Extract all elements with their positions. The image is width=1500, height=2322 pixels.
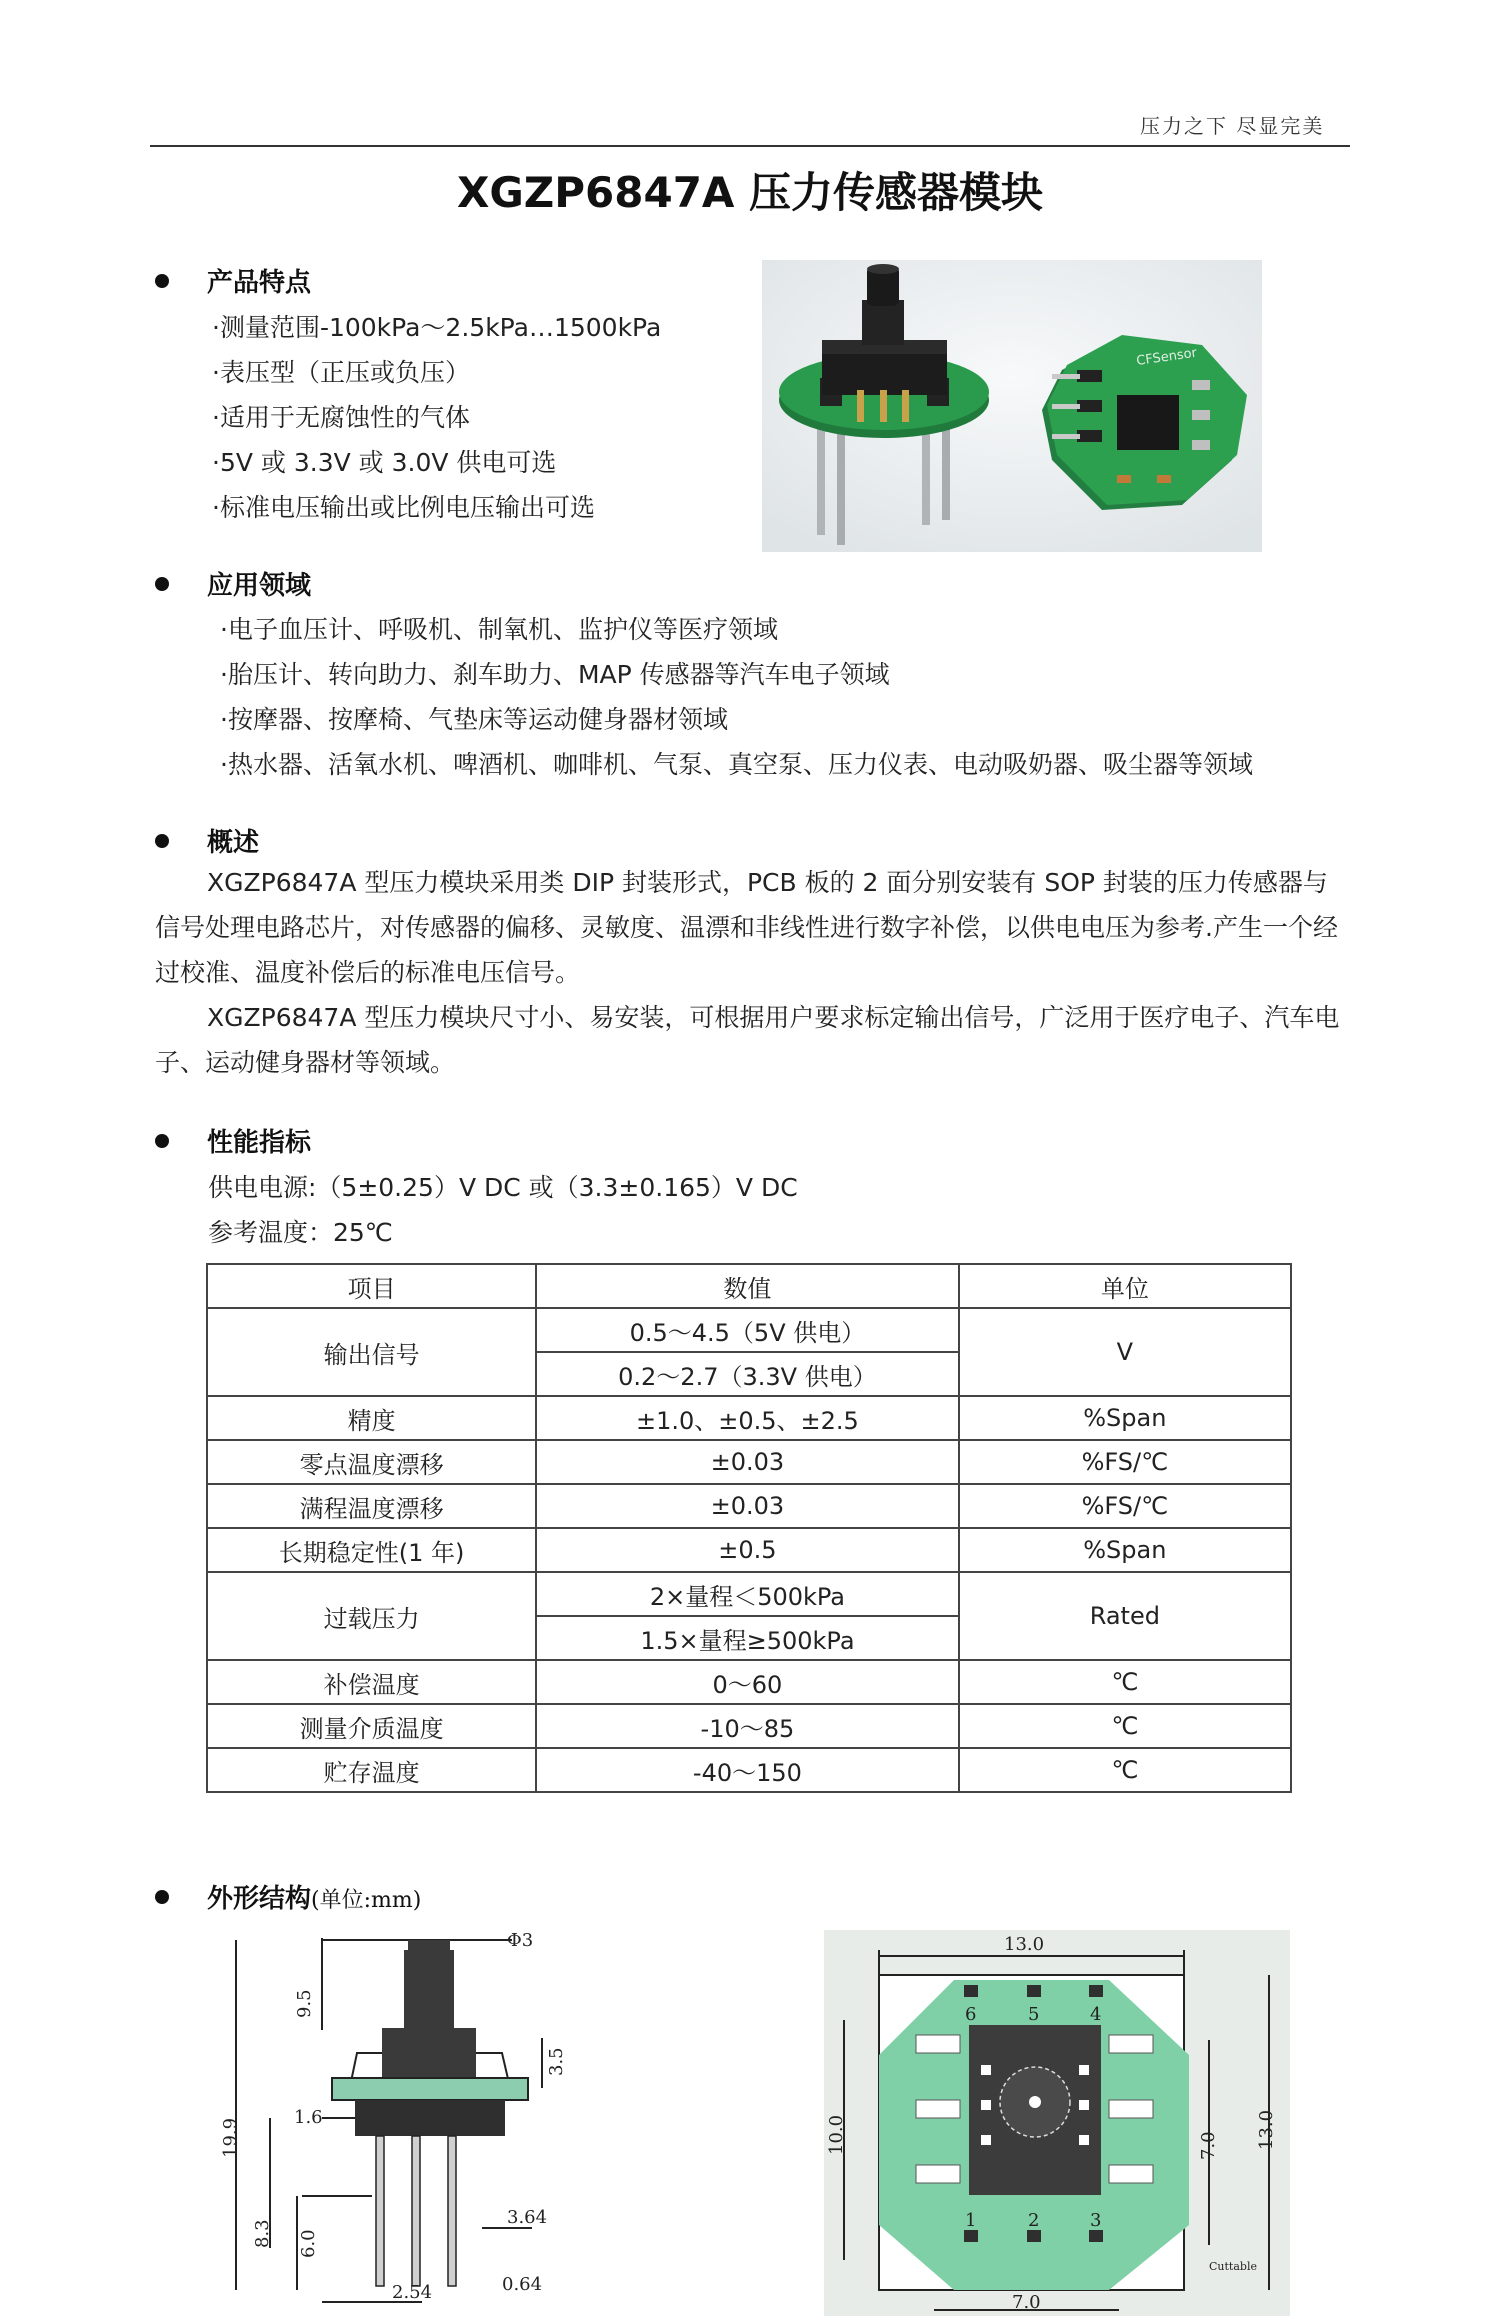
- table-cell-unit: V: [959, 1308, 1291, 1396]
- table-cell-unit: ℃: [959, 1660, 1291, 1704]
- table-cell-unit: %FS/℃: [959, 1484, 1291, 1528]
- table-cell-value: 0.2～2.7（3.3V 供电）: [536, 1352, 958, 1396]
- application-item: ·热水器、活氧水机、啤酒机、咖啡机、气泵、真空泵、压力仪表、电动吸奶器、吸尘器等领域: [220, 750, 1253, 779]
- dim-pin-pitch: 2.54: [392, 2282, 433, 2303]
- bullet-dot: [155, 274, 169, 288]
- feature-item: ·标准电压输出或比例电压输出可选: [212, 493, 595, 522]
- table-cell-value: ±1.0、±0.5、±2.5: [536, 1396, 958, 1440]
- table-cell-item: 测量介质温度: [207, 1704, 536, 1748]
- top-view-drawing: [824, 1930, 1290, 2316]
- page-title: XGZP6847A 压力传感器模块: [456, 168, 1044, 217]
- dim-pad-span: 10.0: [826, 2114, 847, 2155]
- table-cell-value: ±0.03: [536, 1484, 958, 1528]
- header-divider: [150, 145, 1350, 147]
- section-heading-overview: 概述: [155, 822, 259, 859]
- table-row: [207, 1704, 1291, 1748]
- table-cell-item: 过载压力: [207, 1572, 536, 1660]
- pin-label: 6: [965, 2004, 977, 2025]
- table-cell-item: 补偿温度: [207, 1660, 536, 1704]
- bullet-dot: [155, 577, 169, 591]
- section-heading-performance: 性能指标: [155, 1122, 311, 1159]
- table-row: [207, 1748, 1291, 1792]
- table-cell-unit: Rated: [959, 1572, 1291, 1660]
- section-heading-applications: 应用领域: [155, 565, 311, 602]
- table-header: 项目: [207, 1264, 536, 1308]
- table-cell-item: 零点温度漂移: [207, 1440, 536, 1484]
- table-cell-value: ±0.5: [536, 1528, 958, 1572]
- table-cell-value: 0～60: [536, 1660, 958, 1704]
- pin-label: 2: [1028, 2210, 1040, 2231]
- table-cell-value: ±0.03: [536, 1440, 958, 1484]
- side-view-drawing: [222, 1918, 574, 2314]
- feature-item: ·测量范围-100kPa～2.5kPa…1500kPa: [212, 313, 662, 342]
- header-tagline: 压力之下 尽显完美: [1140, 114, 1325, 138]
- table-row: [207, 1308, 1291, 1352]
- dim-top-width: 13.0: [1004, 1934, 1045, 1955]
- table-row: [207, 1396, 1291, 1440]
- cuttable-note: Cuttable: [1209, 2260, 1257, 2273]
- application-item: ·胎压计、转向助力、刹车助力、MAP 传感器等汽车电子领域: [220, 660, 890, 689]
- pin-label: 3: [1090, 2210, 1102, 2231]
- dim-top-height: 13.0: [1256, 2109, 1277, 2150]
- table-header: 单位: [959, 1264, 1291, 1308]
- dim-pin-width: 3.64: [507, 2207, 548, 2228]
- pin-label: 5: [1028, 2004, 1040, 2025]
- table-cell-value: 0.5～4.5（5V 供电）: [536, 1308, 958, 1352]
- reference-temperature: 参考温度：25℃: [208, 1218, 393, 1247]
- feature-item: ·表压型（正压或负压）: [212, 358, 470, 387]
- product-photo: [762, 260, 1262, 552]
- table-header: 数值: [536, 1264, 958, 1308]
- table-row: [207, 1572, 1291, 1616]
- table-cell-item: 精度: [207, 1396, 536, 1440]
- table-row: [207, 1440, 1291, 1484]
- overview-paragraph-1: XGZP6847A 型压力模块采用类 DIP 封装形式，PCB 板的 2 面分别安装有 SOP 封装的压力传感器与信号处理电路芯片，对传感器的偏移、灵敏度、温漂和非线性进行数字补偿，以供电电压为参考.产生一个经过校准、温度补偿后的标准电压信号。: [155, 868, 1338, 987]
- table-cell-value: -10～85: [536, 1704, 958, 1748]
- dim-total-height: 19.9: [222, 2117, 241, 2158]
- dim-pin-diameter: 0.64: [502, 2274, 543, 2295]
- table-cell-unit: %Span: [959, 1528, 1291, 1572]
- bullet-dot: [155, 1134, 169, 1148]
- dim-body-height: 3.5: [546, 2047, 567, 2076]
- bullet-dot: [155, 834, 169, 848]
- application-item: ·按摩器、按摩椅、气垫床等运动健身器材领域: [220, 705, 728, 734]
- application-item: ·电子血压计、呼吸机、制氧机、监护仪等医疗领域: [220, 615, 778, 644]
- dim-pin-length: 8.3: [252, 2219, 273, 2248]
- table-cell-unit: ℃: [959, 1748, 1291, 1792]
- feature-item: ·5V 或 3.3V 或 3.0V 供电可选: [212, 448, 557, 477]
- dim-port-height: 9.5: [294, 1989, 315, 2018]
- table-row: [207, 1660, 1291, 1704]
- overview-paragraph-2: XGZP6847A 型压力模块尺寸小、易安装，可根据用户要求标定输出信号，广泛用于医疗电子、汽车电子、运动健身器材等领域。: [155, 1003, 1340, 1077]
- spec-table: [206, 1263, 1292, 1793]
- table-header-row: [207, 1264, 1291, 1308]
- bullet-dot: [155, 1890, 169, 1904]
- pcb-label: CFSensor: [1135, 345, 1198, 369]
- pin-label: 1: [965, 2210, 977, 2231]
- table-cell-item: 满程温度漂移: [207, 1484, 536, 1528]
- table-cell-value: -40～150: [536, 1748, 958, 1792]
- table-cell-value: 1.5×量程≥500kPa: [536, 1616, 958, 1660]
- pin-label: 4: [1090, 2004, 1102, 2025]
- supply-voltage: 供电电源:（5±0.25）V DC 或（3.3±0.165）V DC: [208, 1173, 798, 1202]
- table-cell-item: 输出信号: [207, 1308, 536, 1396]
- table-cell-item: 长期稳定性(1 年): [207, 1528, 536, 1572]
- feature-item: ·适用于无腐蚀性的气体: [212, 403, 470, 432]
- section-heading-features: 产品特点: [155, 262, 311, 299]
- table-cell-unit: ℃: [959, 1704, 1291, 1748]
- table-row: [207, 1484, 1291, 1528]
- dim-pcb-thickness: 1.6: [294, 2107, 323, 2128]
- dim-pin-below: 6.0: [298, 2229, 319, 2258]
- dim-port-diameter: Φ3: [507, 1930, 534, 1951]
- table-cell-unit: %Span: [959, 1396, 1291, 1440]
- dim-chip-width: 7.0: [1012, 2292, 1041, 2313]
- dim-chip-height: 7.0: [1198, 2131, 1219, 2160]
- table-cell-item: 贮存温度: [207, 1748, 536, 1792]
- outline-unit: (单位:mm): [311, 1888, 422, 1913]
- table-cell-value: 2×量程＜500kPa: [536, 1572, 958, 1616]
- table-row: [207, 1528, 1291, 1572]
- section-heading-outline: 外形结构(单位:mm): [155, 1878, 421, 1915]
- table-cell-unit: %FS/℃: [959, 1440, 1291, 1484]
